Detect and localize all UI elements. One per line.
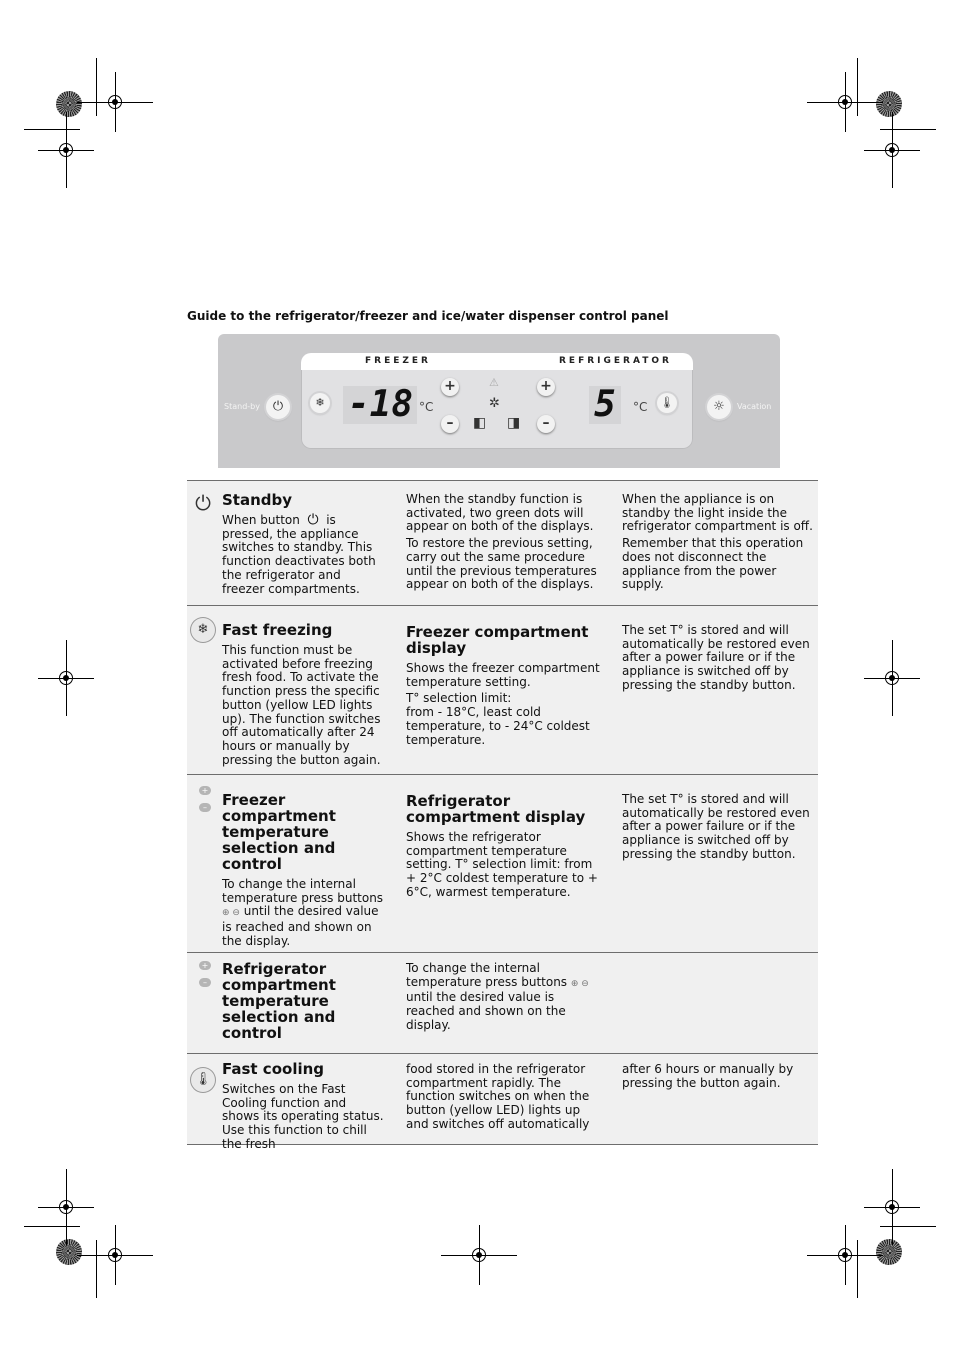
row-text: T° selection limit: from - 18°C, least cold temperature, to - 24°C coldest temperature. [406, 691, 590, 747]
plus-minus-icon: ⊕ ⊖ [570, 978, 589, 989]
plus-icon: + [199, 961, 211, 970]
fast-cooling-button[interactable] [657, 393, 677, 413]
row-heading: Freezer compartment temperature selection and control [222, 791, 336, 873]
minus-icon: – [199, 803, 211, 812]
freezer-minus-button[interactable]: – [441, 415, 459, 433]
row-text: This function must be activated before freezing fresh food. To activate the function press the specific button (yellow LED lights up). The function switches off automatically after 24 hours or manually by pressing the button again. [222, 643, 381, 767]
page-title: Guide to the refrigerator/freezer and ice/water dispenser control panel [187, 309, 669, 323]
row-text: Shows the freezer compartment temperature setting. [406, 661, 600, 689]
freezer-display: -18 [343, 386, 417, 424]
row-text: To change the internal temperature press buttons [222, 877, 384, 905]
freezer-plus-button[interactable]: + [441, 378, 459, 396]
crop-line [96, 58, 97, 116]
table-row-fast-cooling [187, 1053, 818, 1151]
plus-minus-icon: ⊕ ⊖ [222, 908, 240, 919]
row-heading: Refrigerator compartment temperature selection and control [222, 960, 336, 1042]
table-row-refrigerator-temperature [187, 952, 818, 1053]
row-heading: Fast freezing [222, 621, 333, 639]
thermometer-snow-icon: ❄ [191, 618, 215, 642]
vacation-icon: ☼ [713, 399, 725, 414]
table-row-freezer-temperature [187, 774, 818, 952]
row-text: When the appliance is on standby the light inside the refrigerator compartment is off. [622, 492, 813, 534]
crop-line [857, 58, 858, 116]
vacation-label: Vacation [737, 402, 772, 411]
registration-sunburst [876, 91, 902, 117]
row-text: When the standby function is activated, two green dots will appear on both of the displays. [406, 492, 594, 534]
row-heading: Standby [222, 491, 293, 509]
freezer-label: FREEZER [301, 353, 485, 370]
table-row-standby [187, 480, 818, 605]
row-text: is pressed, the appliance switches to standby. This function deactivates both the refrigerator and freezer compartments. [222, 513, 376, 596]
crop-line [880, 129, 936, 130]
fast-freezing-button[interactable] [310, 393, 330, 413]
power-icon: ⏻ [195, 491, 211, 515]
registration-sunburst [56, 91, 82, 117]
refrigerator-display: 5 [589, 386, 621, 424]
row-text: To change the internal temperature press buttons [406, 961, 568, 989]
row-text: Switches on the Fast Cooling function and shows its operating status. Use this function to chill the fresh [222, 1082, 384, 1151]
refrigerator-plus-button[interactable]: + [537, 378, 555, 396]
thermometer-icon: 🌡 [660, 396, 674, 409]
crop-line [24, 1226, 80, 1227]
refrigerator-unit: °C [633, 400, 648, 414]
registration-sunburst [876, 1239, 902, 1265]
row-text: Shows the refrigerator compartment temperature setting. T° selection limit: from + 2°C coldest temperature to + 6°C, warmest temperature. [406, 830, 598, 899]
power-icon: ⏻ [307, 512, 319, 528]
registration-sunburst [56, 1239, 82, 1265]
row-subheading: Freezer compartment display [406, 623, 589, 657]
row-heading: Fast cooling [222, 1060, 325, 1078]
door-left-icon: ◧ [473, 415, 487, 431]
plus-icon: + [199, 786, 211, 795]
row-text: until the desired value is reached and shown on the display. [406, 990, 566, 1032]
row-text: Remember that this operation does not disconnect the appliance from the power supply. [622, 536, 804, 592]
power-icon: ⏻ [272, 399, 284, 414]
standby-button[interactable] [266, 395, 290, 419]
ice-dispenser-icon: ✲ [489, 396, 500, 411]
minus-icon: – [199, 978, 211, 987]
row-subheading: Refrigerator compartment display [406, 792, 586, 826]
crop-line [880, 1226, 936, 1227]
display-area [301, 353, 693, 449]
row-text: The set T° is stored and will automatically be restored even after a power failure or if the appliance is switched off by pressing the standby button. [622, 792, 810, 861]
refrigerator-label: REFRIGERATOR [485, 353, 693, 370]
crop-line [857, 1240, 858, 1298]
crop-line [24, 129, 80, 130]
refrigerator-minus-button[interactable]: – [537, 415, 555, 433]
row-text: When button [222, 513, 300, 527]
alarm-icon: ⚠ [489, 376, 499, 389]
standby-label: Stand-by [224, 402, 260, 411]
row-text: until the desired value is reached and shown on the display. [222, 904, 379, 948]
freezer-unit: °C [419, 400, 434, 414]
thermometer-snow-icon: ❄ [315, 396, 325, 409]
row-text: The set T° is stored and will automatically be restored even after a power failure or if the appliance is switched off by pressing the standby button. [622, 623, 810, 692]
vacation-button[interactable] [707, 395, 731, 419]
table-row-fast-freezing [187, 605, 818, 774]
thermometer-icon: 🌡 [191, 1068, 215, 1092]
row-text: food stored in the refrigerator compartment rapidly. The function switches on when the button (yellow LED) lights up and switches off automatically [406, 1062, 590, 1131]
control-panel-illustration [218, 334, 780, 468]
crop-line [96, 1240, 97, 1298]
row-text: To restore the previous setting, carry out the same procedure until the previous temperatures appear on both of the displays. [406, 536, 597, 592]
door-right-icon: ◨ [507, 415, 521, 431]
row-text: after 6 hours or manually by pressing the button again. [622, 1062, 794, 1090]
